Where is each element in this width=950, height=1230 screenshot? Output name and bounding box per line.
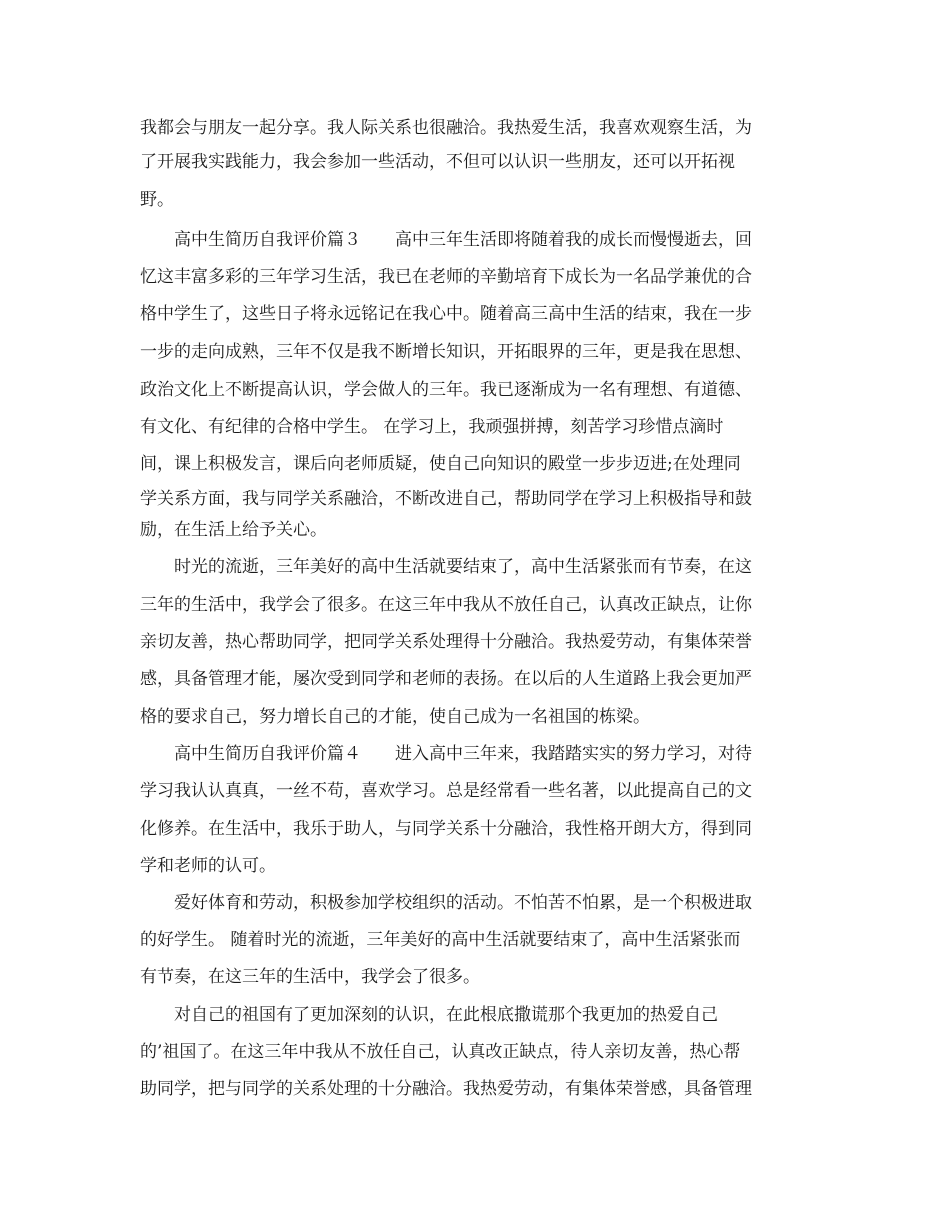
text-line: 间，课上积极发言，课后向老师质疑，使自己向知识的殿堂一步步迈进;在处理同: [140, 454, 741, 474]
text-line: 亲切友善，热心帮助同学，把同学关系处理得十分融洽。我热爱劳动，有集体荣誉: [140, 632, 752, 652]
text-line: 一步的走向成熟，三年不仅是我不断增长知识，开拓眼界的三年，更是我在思想、: [140, 342, 752, 362]
text-line: 的好学生。 随着时光的流逝，三年美好的高中生活就要结束了，高中生活紧张而: [140, 930, 741, 950]
text-line: 了开展我实践能力，我会参加一些活动，不但可以认识一些朋友，还可以开拓视: [140, 152, 735, 172]
text-line: 有文化、有纪律的合格中学生。 在学习上，我顽强拼搏，刻苦学习珍惜点滴时: [140, 417, 724, 437]
text-line: 励，在生活上给予关心。: [140, 520, 327, 540]
text-line: 感，具备管理才能，屡次受到同学和老师的表扬。在以后的人生道路上我会更加严: [140, 669, 752, 689]
text-line: 学关系方面，我与同学关系融洽，不断改进自己，帮助同学在学习上积极指导和鼓: [140, 489, 752, 509]
paragraph-first-line: 爱好体育和劳动，积极参加学校组织的活动。不怕苦不怕累，是一个积极进取: [174, 893, 752, 913]
text-line: 政治文化上不断提高认识，学会做人的三年。我已逐渐成为一名有理想、有道德、: [140, 380, 752, 400]
paragraph-first-line: 对自己的祖国有了更加深刻的认识，在此根底撒谎那个我更加的热爱自己: [174, 1005, 718, 1025]
text-line: 忆这丰富多彩的三年学习生活，我已在老师的辛勤培育下成长为一名品学兼优的合: [140, 267, 752, 287]
text-line: 有节奏，在这三年的生活中，我学会了很多。: [140, 967, 480, 987]
section-heading-line: 高中生简历自我评价篇３ 高中三年生活即将随着我的成长而慢慢逝去，回: [174, 230, 752, 250]
text-line: 格中学生了，这些日子将永远铭记在我心中。随着高三高中生活的结束，我在一步: [140, 304, 752, 324]
text-line: 的’祖国了。在这三年中我从不放任自己，认真改正缺点，待人亲切友善，热心帮: [140, 1042, 741, 1062]
text-line: 助同学，把与同学的关系处理的十分融洽。我热爱劳动，有集体荣誉感，具备管理: [140, 1079, 752, 1099]
text-line: 我都会与朋友一起分享。我人际关系也很融洽。我热爱生活，我喜欢观察生活，为: [140, 118, 752, 138]
text-line: 化修养。在生活中，我乐于助人，与同学关系十分融洽，我性格开朗大方，得到同: [140, 819, 752, 839]
text-line: 格的要求自己，努力增长自己的才能，使自己成为一名祖国的栋梁。: [140, 707, 650, 727]
text-line: 三年的生活中，我学会了很多。在这三年中我从不放任自己，认真改正缺点，让你: [140, 595, 752, 615]
text-line: 学和老师的认可。: [140, 856, 276, 876]
paragraph-first-line: 时光的流逝，三年美好的高中生活就要结束了，高中生活紧张而有节奏，在这: [174, 557, 752, 577]
section-heading-line: 高中生简历自我评价篇４ 进入高中三年来，我踏踏实实的努力学习，对待: [174, 744, 752, 764]
text-line: 野。: [140, 190, 174, 210]
text-line: 学习我认认真真，一丝不苟，喜欢学习。总是经常看一些名著，以此提高自己的文: [140, 781, 752, 801]
